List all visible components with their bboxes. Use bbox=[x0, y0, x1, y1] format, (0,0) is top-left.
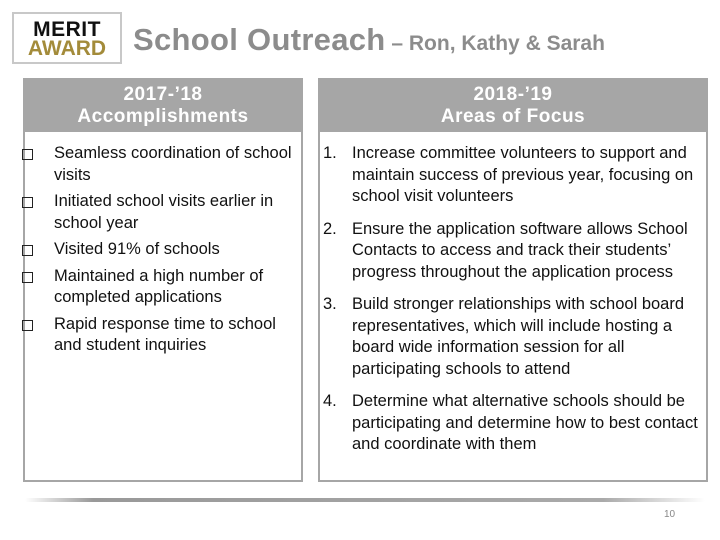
item-number: 3. bbox=[323, 295, 337, 313]
list-item bbox=[25, 239, 301, 261]
focus-panel bbox=[318, 78, 708, 482]
item-text: Determine what alternative schools should be participating and determine how to best contact and coordinate with them bbox=[352, 392, 698, 453]
list-item bbox=[25, 266, 301, 309]
item-number: 4. bbox=[323, 392, 337, 410]
title-sub: – Ron, Kathy & Sarah bbox=[385, 32, 605, 55]
item-text: Increase committee volunteers to support and maintain success of previous year, focusing on school visit volunteers bbox=[352, 144, 694, 205]
page-number: 10 bbox=[664, 509, 676, 520]
item-text: Ensure the application software allows School Contacts to access and track their students’ progress throughout the application process bbox=[352, 219, 688, 281]
item-text: Build stronger relationships with school board representatives, which will include hosting a board wide information session for all participating schools to attend bbox=[352, 295, 685, 378]
focus-header bbox=[320, 80, 706, 132]
item-number: 1. bbox=[323, 144, 337, 162]
checkbox-bullet-icon bbox=[22, 149, 33, 160]
item-text: Seamless coordination of school visits bbox=[54, 144, 292, 184]
item-number: 2. bbox=[323, 219, 337, 238]
checkbox-bullet-icon bbox=[22, 320, 33, 331]
heading-year: 2018-’19 bbox=[473, 84, 553, 105]
footer-divider bbox=[25, 498, 705, 502]
item-text: Rapid response time to school and student inquiries bbox=[54, 314, 276, 354]
list-item bbox=[320, 143, 706, 208]
item-text: Visited 91% of schools bbox=[54, 240, 220, 258]
accomplishments-header bbox=[25, 80, 301, 132]
item-text: Maintained a high number of completed applications bbox=[54, 266, 264, 306]
merit-award-logo bbox=[12, 12, 122, 64]
checkbox-bullet-icon bbox=[22, 245, 33, 256]
checkbox-bullet-icon bbox=[22, 272, 33, 283]
list-item bbox=[25, 191, 301, 234]
list-item bbox=[320, 219, 706, 284]
logo-line1: MERIT bbox=[33, 18, 101, 41]
title-main: School Outreach bbox=[133, 22, 386, 57]
logo-line2: AWARD bbox=[27, 37, 107, 60]
list-item bbox=[320, 391, 706, 456]
heading-label: Areas of Focus bbox=[440, 106, 586, 127]
page-title bbox=[133, 22, 605, 58]
checkbox-bullet-icon bbox=[22, 197, 33, 208]
item-text: Initiated school visits earlier in school year bbox=[54, 192, 274, 232]
list-item bbox=[320, 294, 706, 380]
list-item bbox=[25, 143, 301, 186]
accomplishments-panel bbox=[23, 78, 303, 482]
heading-label: Accomplishments bbox=[77, 106, 249, 127]
list-item bbox=[25, 314, 301, 357]
heading-year: 2017-’18 bbox=[123, 84, 203, 105]
